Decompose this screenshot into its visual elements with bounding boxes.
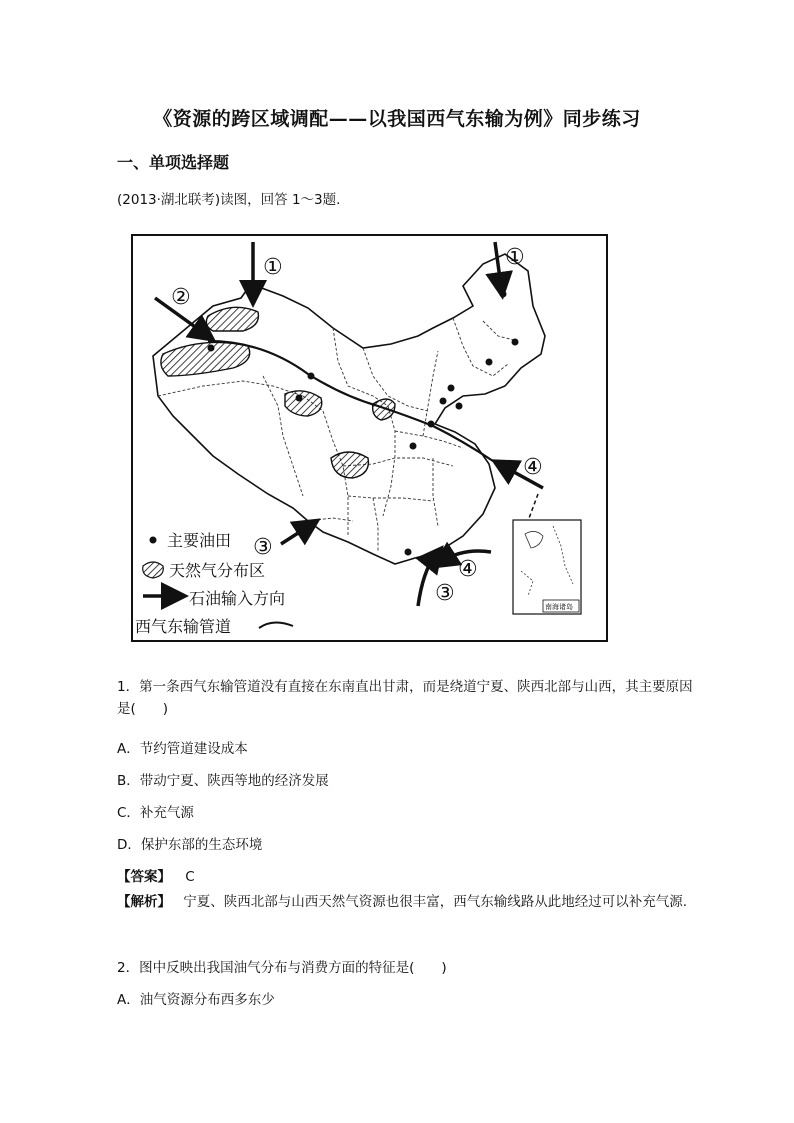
gas-area-junggar [206, 307, 258, 331]
answer-label: 【答案】 [117, 869, 171, 885]
china-map-figure [131, 234, 608, 642]
legend-oilfield-symbol [150, 537, 157, 544]
question-1-stem: 1．第一条西气东输管道没有直接在东南直出甘肃，而是绕道宁夏、陕西北部与山西，其主要原因是( ) [117, 679, 693, 717]
arrow-south-west [281, 526, 309, 544]
legend-gas-symbol [143, 562, 164, 578]
oilfield-dot [448, 385, 455, 392]
legend-oilfield: 主要油田 [167, 531, 232, 550]
oilfield-dot [308, 373, 315, 380]
intro-text: (2013·湖北联考)读图，回答 1～3题. [117, 192, 341, 208]
oilfield-dot [500, 291, 507, 298]
q1-option-d: D．保护东部的生态环境 [117, 837, 263, 853]
oilfield-dot [512, 339, 519, 346]
gas-area-tarim [161, 342, 250, 376]
inset-label: 南海诸岛 [545, 603, 573, 611]
gas-area-sichuan [331, 452, 368, 478]
legend-oil-import: 石油输入方向 [189, 589, 286, 608]
arrow-label-1b: ① [505, 245, 525, 270]
oilfield-dot [428, 421, 435, 428]
oil-import-arrows [155, 242, 543, 606]
map-svg [133, 236, 606, 640]
q1-explanation [117, 890, 697, 914]
oilfield-dot [410, 443, 417, 450]
west-east-pipeline [208, 341, 493, 461]
explain-text: 宁夏、陕西北部与山西天然气资源也很丰富，西气东输线路从此地经过可以补充气源. [183, 894, 688, 910]
gas-areas [161, 307, 395, 478]
q1-answer-row [117, 865, 195, 885]
q2-option-a: A．油气资源分布西多东少 [117, 992, 275, 1008]
oilfield-dot [405, 549, 412, 556]
arrow-label-3b: ③ [435, 581, 455, 606]
south-china-sea-inset [513, 520, 581, 614]
page-title: 《资源的跨区域调配——以我国西气东输为例》同步练习 [153, 108, 641, 130]
answer-value: C [185, 869, 195, 885]
legend-gas-area: 天然气分布区 [169, 561, 266, 580]
oilfield-dot [296, 395, 303, 402]
legend-pipeline-symbol [259, 622, 293, 628]
arrow-label-1a: ① [263, 255, 283, 280]
q1-option-b: B．带动宁夏、陕西等地的经济发展 [117, 773, 329, 789]
legend-pipeline: 西气东输管道 [135, 617, 232, 636]
oilfield-dot [208, 345, 215, 352]
q1-option-a: A．节约管道建设成本 [117, 741, 248, 757]
q1-option-c: C．补充气源 [117, 805, 194, 821]
section-heading: 一、单项选择题 [117, 153, 230, 172]
arrow-label-2: ② [171, 285, 191, 310]
china-outline [153, 254, 545, 564]
oilfield-dot [456, 403, 463, 410]
explain-label: 【解析】 [117, 894, 171, 910]
arrow-label-3a: ③ [253, 535, 273, 560]
arrow-label-4b: ④ [458, 557, 478, 582]
oilfield-dot [486, 359, 493, 366]
oilfields [208, 291, 519, 556]
gas-area-qaidam [285, 391, 322, 416]
arrow-south [418, 556, 435, 606]
arrow-north-east [495, 242, 501, 286]
question-2-stem: 2．图中反映出我国油气分布与消费方面的特征是( ) [117, 960, 447, 976]
arrow-label-4a: ④ [523, 455, 543, 480]
oilfield-dot [440, 398, 447, 405]
